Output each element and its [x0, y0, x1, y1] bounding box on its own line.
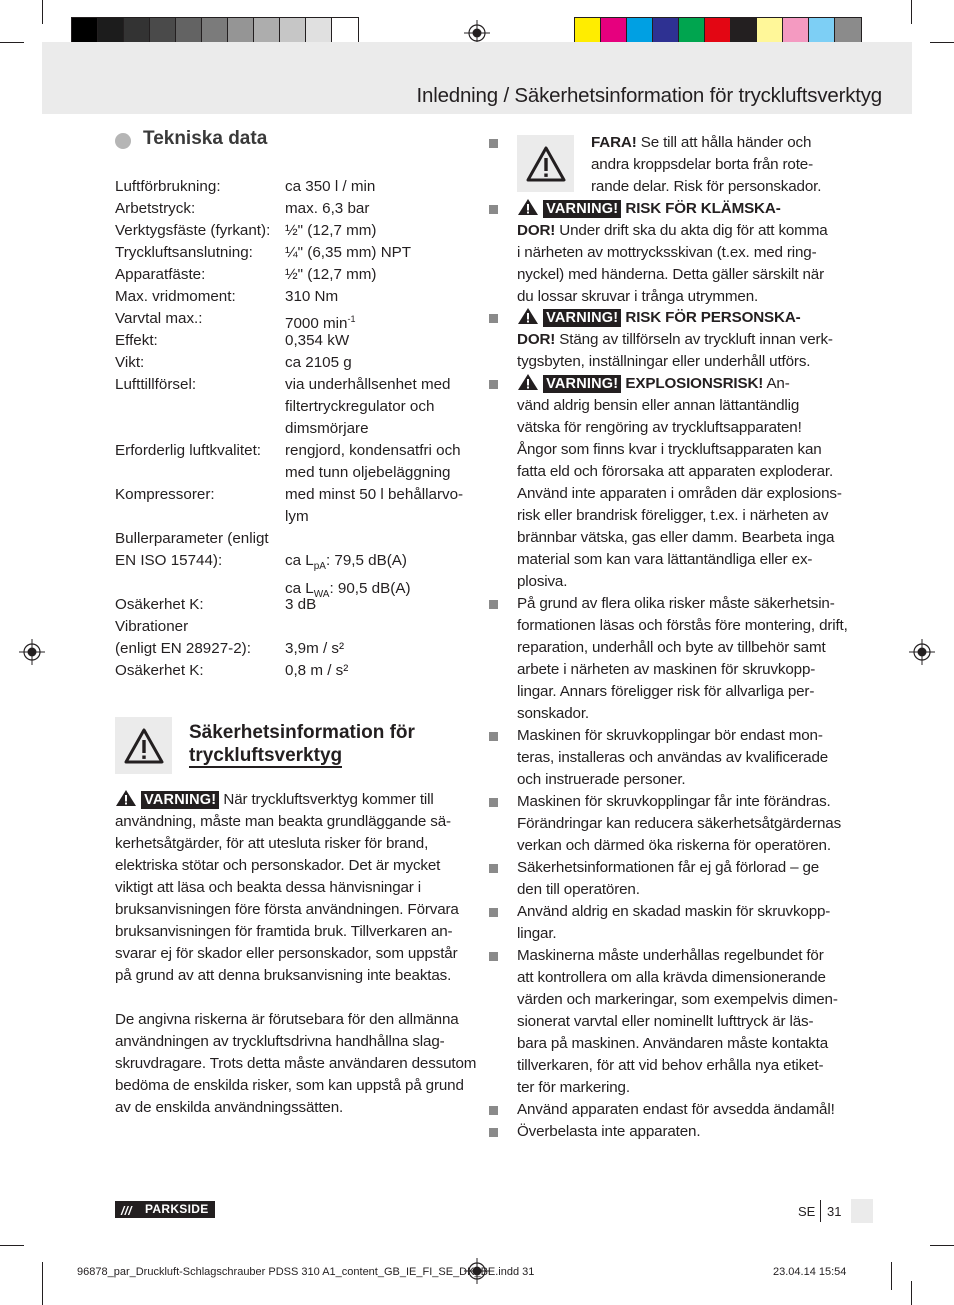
spec-label: [115, 528, 285, 572]
text-line: På grund av flera olika risker måste säkerhetsin-: [517, 595, 835, 612]
registration-mark-icon: [909, 639, 935, 665]
warning-heading: DOR!: [517, 331, 556, 348]
text-line: teras, installeras och användas av kvalificerade: [517, 749, 829, 766]
warning-heading: RISK FÖR PERSONSKA-: [625, 309, 801, 326]
warning-triangle-icon: [115, 789, 137, 807]
spec-value-line: dimsmörjare: [285, 420, 369, 437]
text-line: De angivna riskerna är förutsebara för den allmänna: [115, 1011, 459, 1028]
spec-value-text: 3 dB: [285, 596, 317, 613]
text-line-content: När tryckluftsverktyg kommer till: [223, 791, 434, 808]
spec-subscript: pA: [313, 561, 326, 573]
warning-triangle-icon: [517, 373, 539, 391]
spec-value: [285, 220, 475, 242]
text-line: värden och markeringar, som exempelvis dimen-: [517, 991, 838, 1008]
spec-value-line: med minst 50 l behållarvo-: [285, 486, 464, 503]
slug-filename: 96878_par_Druckluft-Schlagschrauber PDSS 310 A1_content_GB_IE_FI_SE_DK_BE.indd 31: [77, 1266, 535, 1278]
section-bullet-icon: [115, 133, 131, 149]
spec-label: Verktygsfäste (fyrkant):: [115, 222, 271, 239]
list-item: [517, 857, 847, 901]
crop-mark: [930, 42, 954, 43]
spec-value-text: ½" (12,7 mm): [285, 222, 377, 239]
list-item: [517, 593, 847, 725]
text-line: tillverkaren, för att vid behov erhålla nya etiket-: [517, 1057, 824, 1074]
text-line-content: andra kroppsdelar borta från rote-: [591, 156, 813, 173]
text-line: tygsbyten, inställningar eller underhåll utförs.: [517, 353, 811, 370]
warning-triangle-icon: [124, 728, 164, 764]
spec-value-text: ca L: [285, 552, 314, 569]
text-line-content: bruksanvisningen före första användningen. Förvara: [115, 901, 459, 918]
text-line: Använd aldrig en skadad maskin för skruvkopp-: [517, 903, 831, 920]
text-line: [115, 921, 475, 943]
warning-badge: VARNING!: [543, 375, 621, 393]
text-line: skruvdragare. Trots detta måste användaren dessutom: [115, 1055, 477, 1072]
spec-value: [285, 352, 475, 374]
text-line: fatta eld och förorsaka att apparaten exploderar.: [517, 463, 834, 480]
text-line: lingar. Annars föreligger risk för allvarliga per-: [517, 683, 815, 700]
text-line: arbete i närheten av maskinen för skruvkopp-: [517, 661, 816, 678]
text-line: att kontrollera om alla krävda dimensionerande: [517, 969, 826, 986]
text-line: Ångor som finns kvar i tryckluftsapparaten kan: [517, 441, 822, 458]
spec-value-text: 0,354 kW: [285, 332, 350, 349]
safety-title-line1: Säkerhetsinformation för: [189, 722, 415, 743]
text-line: Förändringar kan reducera säkerhetsåtgärdernas: [517, 815, 842, 832]
text-line: [115, 833, 475, 855]
text-line-content: An-: [766, 375, 790, 392]
spec-value: [285, 484, 475, 528]
warning-badge: VARNING!: [543, 200, 621, 218]
text-line: vänd aldrig bensin eller annan lättantändlig: [517, 397, 800, 414]
text-line: i närheten av mottrycksskivan (t.ex. med ring-: [517, 244, 817, 261]
spec-label: Vikt:: [115, 354, 145, 371]
list-bullet-icon: [489, 1128, 498, 1137]
spec-value-text: 310 Nm: [285, 288, 339, 305]
crop-mark: [0, 42, 24, 43]
spec-label-line: Vibrationer: [115, 618, 189, 635]
text-line-content: Se till att hålla händer och: [640, 134, 812, 151]
text-line: verkan och därmed öka riskerna för operatören.: [517, 837, 831, 854]
text-line: [115, 899, 475, 921]
spec-label: Max. vridmoment:: [115, 288, 236, 305]
warning-triangle-icon: [517, 307, 539, 325]
spec-label: Apparatfäste:: [115, 266, 206, 283]
text-line: risk eller brandrisk föreligger, t.ex. i närheten av: [517, 507, 829, 524]
text-line: bedöma de enskilda risker, som kan uppstå på grund: [115, 1077, 464, 1094]
crop-mark: [42, 0, 43, 24]
text-line-content: rande delar. Risk för personskador.: [591, 178, 822, 195]
warning-heading: DOR!: [517, 222, 556, 239]
spec-subscript: WA: [313, 589, 330, 601]
list-bullet-icon: [489, 205, 498, 214]
text-line: vätska för rengöring av tryckluftsapparaten!: [517, 419, 802, 436]
spec-value-text: ¼" (6,35 mm) NPT: [285, 244, 412, 261]
spec-label: Erforderlig luftkvalitet:: [115, 442, 262, 459]
text-line-content: användning, måste man beakta grundläggande sä-: [115, 813, 451, 830]
list-item: [517, 725, 847, 791]
tech-data-table: [115, 176, 475, 696]
text-line: [517, 220, 847, 242]
page-number: 31: [827, 1204, 842, 1219]
spec-value-text: ca L: [285, 580, 314, 598]
spec-value-text: 7000 min: [285, 315, 348, 333]
list-item: [517, 945, 847, 1099]
text-line: Säkerhetsinformationen får ej gå förlorad – ge: [517, 859, 820, 876]
spec-label: Osäkerhet K:: [115, 662, 204, 679]
crop-mark: [891, 1262, 892, 1290]
text-line: bara på maskinen. Användaren måste kontakta: [517, 1035, 828, 1052]
text-line: Överbelasta inte apparaten.: [517, 1123, 701, 1140]
list-bullet-icon: [489, 1106, 498, 1115]
text-line-content: elektriska stötar och personskador. Det är mycket: [115, 857, 441, 874]
text-line: lingar.: [517, 925, 557, 942]
warning-paragraph: [517, 373, 847, 593]
list-bullet-icon: [489, 600, 498, 609]
text-line: formationen läsas och förstås före montering, drift,: [517, 617, 848, 634]
warning-paragraph: [517, 307, 847, 373]
brand-name: PARKSIDE: [145, 1202, 209, 1216]
list-bullet-icon: [489, 952, 498, 961]
spec-value-line: lym: [285, 508, 309, 525]
text-line: [115, 877, 475, 899]
text-line: sionerat varvtal eller nominellt lufttryck är läs-: [517, 1013, 814, 1030]
list-item: [517, 791, 847, 857]
warning-badge: VARNING!: [543, 309, 621, 327]
spec-value-text: 0,8 m / s²: [285, 662, 349, 679]
text-line: [115, 811, 475, 833]
text-line-content: bruksanvisningen för framtida bruk. Tillverkaren an-: [115, 923, 453, 940]
list-bullet-icon: [489, 798, 498, 807]
spec-label: Varvtal max.:: [115, 310, 203, 327]
safety-title-line2: tryckluftsverktyg: [189, 745, 343, 766]
list-bullet-icon: [489, 139, 498, 148]
text-line: plosiva.: [517, 573, 568, 590]
text-line: brännbar vätska, gas eller damm. Bearbeta inga: [517, 529, 835, 546]
spec-label: Arbetstryck:: [115, 200, 196, 217]
warning-heading: EXPLOSIONSRISK!: [625, 375, 764, 392]
registration-mark-icon: [19, 639, 45, 665]
list-item: [517, 1121, 847, 1143]
text-line: den till operatören.: [517, 881, 640, 898]
text-line: användningen av tryckluftsdrivna handhållna slag-: [115, 1033, 445, 1050]
text-line: [591, 132, 851, 154]
spec-superscript: -1: [347, 314, 356, 324]
text-line: [517, 307, 847, 329]
text-line-content: kerhetsåtgärder, för att utesluta risker för brand,: [115, 835, 429, 852]
spec-value-line: filtertryckregulator och: [285, 398, 435, 415]
text-line: Maskinen för skruvkopplingar bör endast mon-: [517, 727, 823, 744]
spec-value-text: ca 350 l / min: [285, 178, 376, 195]
spec-value: [285, 330, 475, 352]
text-line: [517, 198, 847, 220]
logo-stripes-icon: ///: [121, 1204, 132, 1218]
text-line: [115, 965, 475, 987]
list-bullet-icon: [489, 380, 498, 389]
page-number-box: [851, 1199, 873, 1223]
spec-label-line: Bullerparameter (enligt: [115, 530, 269, 547]
spec-value: [285, 638, 475, 660]
parkside-logo: [115, 1201, 215, 1218]
crop-mark: [911, 1281, 912, 1305]
text-line-content: svarar ej för skador eller personskador, som uppstår: [115, 945, 458, 962]
spec-label: [115, 616, 285, 660]
spec-label: Kompressorer:: [115, 486, 215, 503]
danger-paragraph: [591, 132, 851, 198]
text-line: ter för markering.: [517, 1079, 630, 1096]
warning-triangle-icon: [517, 198, 539, 216]
text-line-content: Stäng av tillförseln av tryckluft innan verk-: [559, 331, 833, 348]
text-line: [115, 855, 475, 877]
spec-value-line: med tunn oljebeläggning: [285, 464, 451, 481]
spec-value-text: : 90,5 dB(A): [329, 580, 411, 598]
text-line: du lossar skruvar i trånga utrymmen.: [517, 288, 759, 305]
text-line: [591, 154, 851, 176]
list-bullet-icon: [489, 314, 498, 323]
safety-section-title: [189, 721, 415, 768]
crop-mark: [0, 1245, 24, 1246]
safety-second-paragraph: [115, 1009, 475, 1119]
page-header-title: Inledning / Säkerhetsinformation för tryckluftsverktyg: [416, 84, 882, 107]
spec-value: [285, 594, 475, 616]
text-line: Maskinerna måste underhållas regelbundet för: [517, 947, 824, 964]
spec-value: [285, 660, 475, 682]
list-bullet-icon: [489, 908, 498, 917]
spec-label-line: EN ISO 15744):: [115, 552, 223, 569]
spec-value: [285, 286, 475, 308]
text-line: [591, 176, 851, 198]
spec-value: [285, 198, 475, 220]
text-line-content: på grund av att denna bruksanvisning inte beaktas.: [115, 967, 452, 984]
warning-symbol-box: [115, 717, 172, 774]
spec-value: [285, 374, 475, 440]
crop-mark: [42, 1262, 43, 1290]
spec-value-text: max. 6,3 bar: [285, 200, 370, 217]
spec-label: Effekt:: [115, 332, 158, 349]
text-line-content: Under drift ska du akta dig för att komma: [559, 222, 828, 239]
text-line: [517, 373, 847, 395]
language-code: SE: [798, 1204, 816, 1219]
text-line: Använd apparaten endast för avsedda ändamål!: [517, 1101, 835, 1118]
text-line: och instruerade personer.: [517, 771, 686, 788]
warning-paragraph: [517, 198, 847, 308]
text-line: Använd inte apparaten i områden där explosions-: [517, 485, 842, 502]
spec-value-line: via underhållsenhet med: [285, 376, 451, 393]
text-line: material som kan vara lättantändliga eller ex-: [517, 551, 813, 568]
spec-value-text: ½" (12,7 mm): [285, 266, 377, 283]
list-bullet-icon: [489, 864, 498, 873]
spec-label-line: (enligt EN 28927-2):: [115, 640, 251, 657]
spec-value: [285, 176, 475, 198]
spec-label: Lufttillförsel:: [115, 376, 197, 393]
text-line: [115, 789, 475, 811]
text-line: [517, 329, 847, 351]
slug-date: 23.04.14 15:54: [773, 1266, 847, 1278]
tech-data-title: Tekniska data: [143, 128, 268, 149]
text-line: av de enskilda användningssätten.: [115, 1099, 344, 1116]
spec-value-text: : 79,5 dB(A): [325, 552, 407, 569]
crop-mark: [911, 0, 912, 24]
spec-label: Luftförbrukning:: [115, 178, 221, 195]
spec-value-line: 3,9m / s²: [285, 640, 345, 657]
list-bullet-icon: [489, 732, 498, 741]
text-line: nyckel) med händerna. Detta gäller särskilt när: [517, 266, 824, 283]
spec-value: [285, 264, 475, 286]
crop-mark: [930, 1245, 954, 1246]
spec-value: [285, 440, 475, 484]
list-item: [517, 901, 847, 945]
text-line: reparation, underhåll och byte av tillbehör samt: [517, 639, 826, 656]
spec-label: Tryckluftsanslutning:: [115, 244, 253, 261]
safety-intro-paragraph: [115, 789, 475, 987]
spec-value: [285, 242, 475, 264]
text-line: sonskador.: [517, 705, 589, 722]
spec-label: Osäkerhet K:: [115, 596, 204, 613]
text-line: Maskinen för skruvkopplingar får inte förändras.: [517, 793, 831, 810]
warning-heading: RISK FÖR KLÄMSKA-: [625, 200, 781, 217]
spec-value-line: rengjord, kondensatfri och: [285, 442, 461, 459]
warning-badge: VARNING!: [141, 791, 219, 809]
spec-value-text: ca 2105 g: [285, 354, 352, 371]
list-item: [517, 1099, 847, 1121]
text-line: [115, 943, 475, 965]
text-line-content: viktigt att läsa och beakta dessa hänvisningar i: [115, 879, 422, 896]
danger-label: FARA!: [591, 134, 637, 151]
warning-triangle-icon: [526, 146, 566, 182]
footer-divider: [820, 1200, 821, 1222]
danger-symbol-box: [517, 135, 574, 192]
spec-value-line: [285, 550, 475, 578]
